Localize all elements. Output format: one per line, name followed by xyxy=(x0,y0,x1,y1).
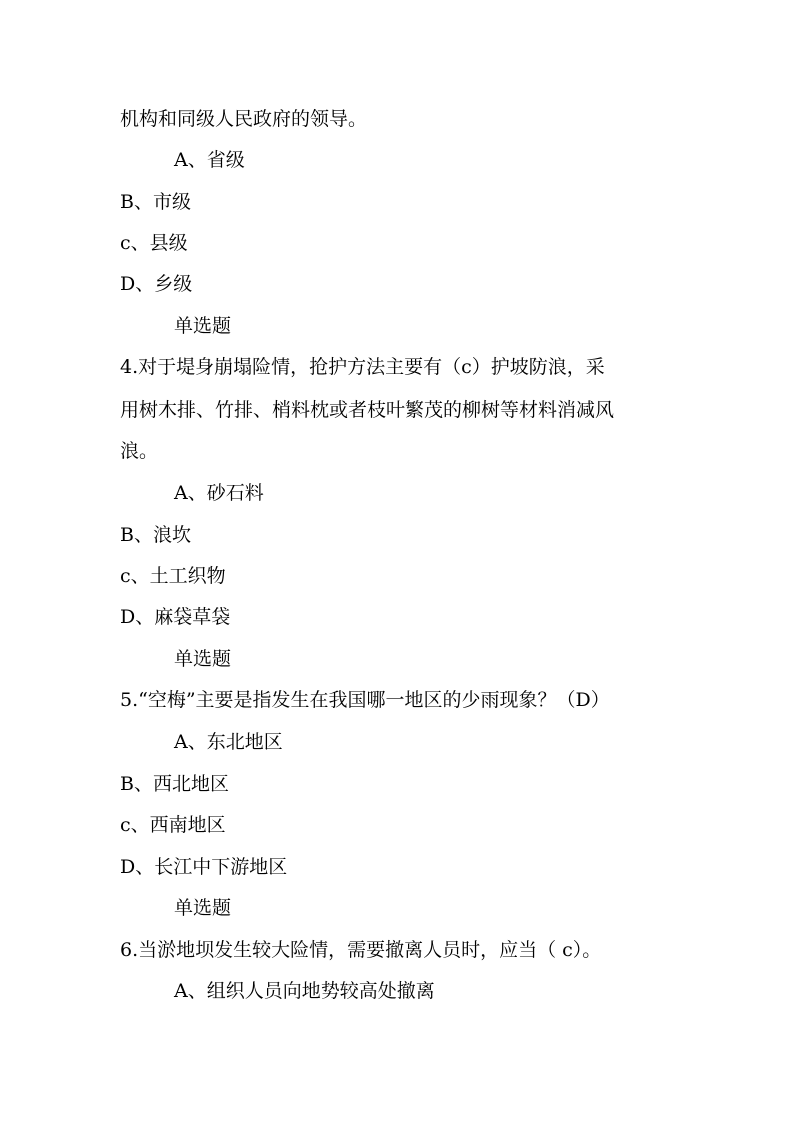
q5-option-a: A、东北地区 xyxy=(174,731,283,753)
q6-option-a: A、组织人员向地势较高处撤离 xyxy=(174,980,435,1002)
q4-stem-line-3: 浪。 xyxy=(120,440,159,462)
q4-option-c: c、土工织物 xyxy=(120,565,226,587)
q5-type-label: 单选题 xyxy=(174,648,232,670)
q3-option-d: D、乡级 xyxy=(120,273,193,295)
q3-option-a: A、省级 xyxy=(174,149,245,171)
q6-type-label: 单选题 xyxy=(174,897,232,919)
q6-stem: 6.当淤地坝发生较大险情，需要撤离人员时，应当（ c）。 xyxy=(120,939,602,961)
q4-option-a: A、砂石料 xyxy=(174,482,264,504)
q3-stem-tail: 机构和同级人民政府的领导。 xyxy=(120,108,368,130)
q3-option-b: B、市级 xyxy=(120,191,191,213)
q4-option-d: D、麻袋草袋 xyxy=(120,606,231,628)
q5-stem: 5.“空梅”主要是指发生在我国哪一地区的少雨现象？（D） xyxy=(120,689,610,711)
q3-option-c: c、县级 xyxy=(120,232,188,254)
q5-option-d: D、长江中下游地区 xyxy=(120,856,288,878)
q4-stem-line-2: 用树木排、竹排、梢料枕或者枝叶繁茂的柳树等材料消减风 xyxy=(120,399,615,421)
q4-type-label: 单选题 xyxy=(174,315,232,337)
q5-option-b: B、西北地区 xyxy=(120,773,229,795)
q4-stem-line-1: 4.对于堤身崩塌险情，抢护方法主要有（c）护坡防浪，采 xyxy=(120,356,605,378)
q4-option-b: B、浪坎 xyxy=(120,524,191,546)
q5-option-c: c、西南地区 xyxy=(120,814,226,836)
